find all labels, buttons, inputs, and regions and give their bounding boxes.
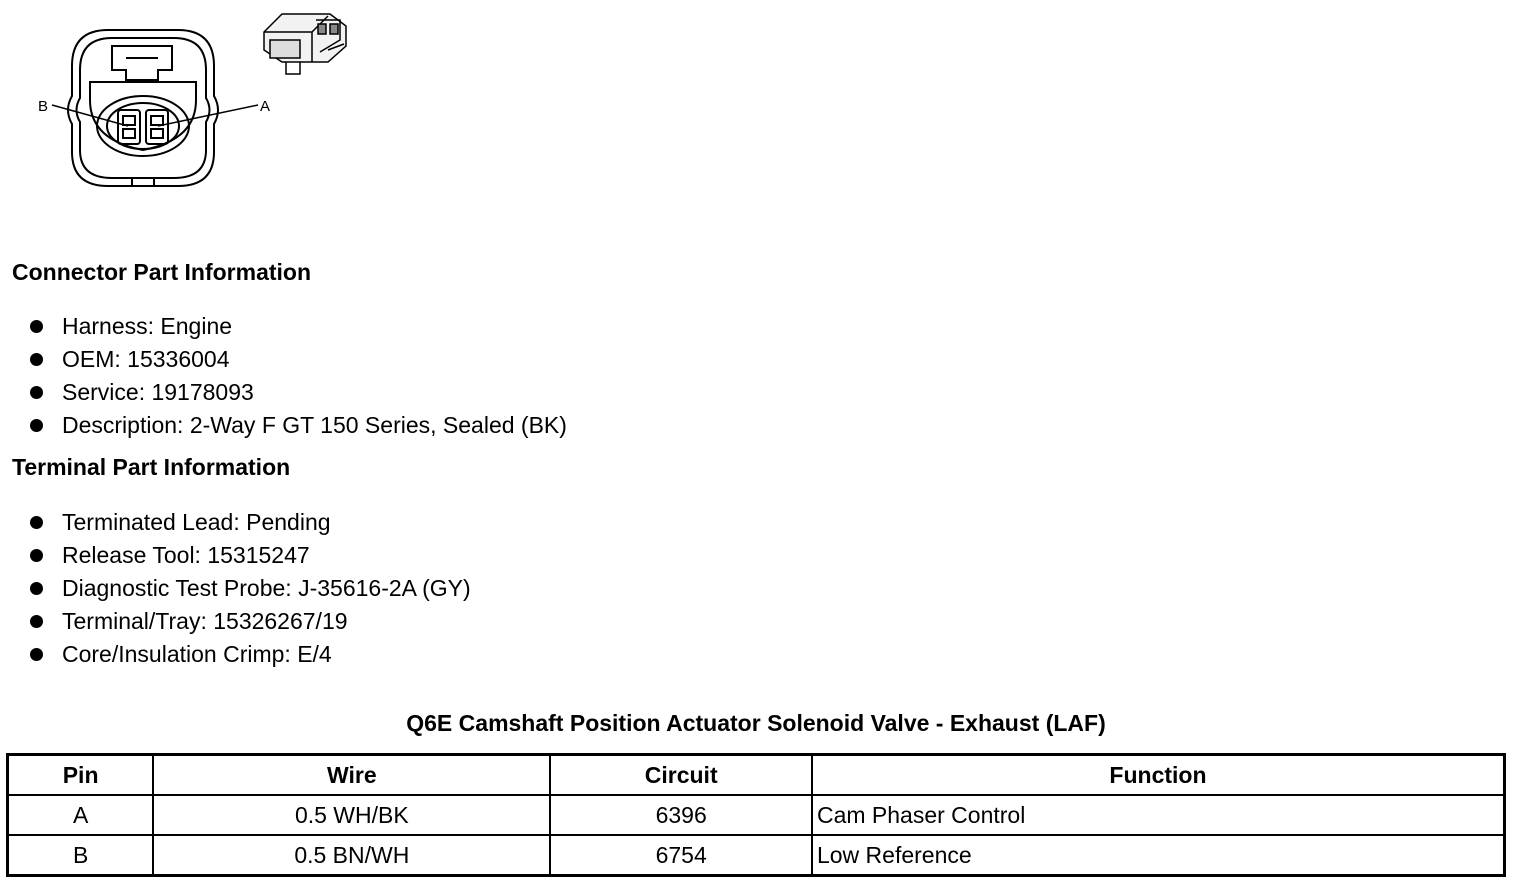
terminal-info-item xyxy=(28,638,471,671)
connector-info-list xyxy=(28,310,567,442)
pin-cell: A xyxy=(8,795,154,835)
bullet-icon xyxy=(30,648,43,661)
table-header-row xyxy=(8,755,1505,796)
connector-info-item xyxy=(28,310,567,343)
connector-diagram xyxy=(0,0,380,200)
pin-b-label: B xyxy=(38,98,49,115)
bullet-icon xyxy=(30,353,43,366)
bullet-icon xyxy=(30,615,43,628)
bullet-icon xyxy=(30,549,43,562)
connector-info-item xyxy=(28,409,567,442)
terminal-info-item xyxy=(28,572,471,605)
table-row xyxy=(8,795,1505,835)
connector-info-text: OEM: 15336004 xyxy=(62,346,230,372)
connector-info-text: Harness: Engine xyxy=(62,313,233,339)
connector-info-item xyxy=(28,343,567,376)
terminal-info-heading: Terminal Part Information xyxy=(12,454,291,480)
terminal-info-text: Core/Insulation Crimp: E/4 xyxy=(62,641,332,667)
terminal-info-text: Diagnostic Test Probe: J-35616-2A (GY) xyxy=(62,575,471,601)
table-row xyxy=(8,835,1505,876)
column-header-wire: Wire xyxy=(153,755,550,796)
circuit-cell: 6396 xyxy=(550,795,812,835)
connector-latch xyxy=(112,46,172,80)
connector-3d-thumbnail xyxy=(264,14,346,74)
pin-a-label: A xyxy=(260,98,271,115)
connector-info-heading: Connector Part Information xyxy=(12,259,312,285)
terminal-info-item xyxy=(28,605,471,638)
terminal-info-item xyxy=(28,539,471,572)
pin-a-leader xyxy=(158,105,258,126)
function-cell: Cam Phaser Control xyxy=(812,795,1505,835)
circuit-cell: 6754 xyxy=(550,835,812,876)
connector-info-text: Description: 2-Way F GT 150 Series, Sealed (BK) xyxy=(62,412,567,438)
terminal-info-text: Release Tool: 15315247 xyxy=(62,542,310,568)
connector-info-text: Service: 19178093 xyxy=(62,379,254,405)
bullet-icon xyxy=(30,386,43,399)
terminal-info-list xyxy=(28,506,471,671)
terminal-info-text: Terminal/Tray: 15326267/19 xyxy=(62,608,348,634)
column-header-function: Function xyxy=(812,755,1505,796)
wire-cell: 0.5 BN/WH xyxy=(153,835,550,876)
bullet-icon xyxy=(30,516,43,529)
wire-cell: 0.5 WH/BK xyxy=(153,795,550,835)
function-cell: Low Reference xyxy=(812,835,1505,876)
column-header-circuit: Circuit xyxy=(550,755,812,796)
connector-info-item xyxy=(28,376,567,409)
bullet-icon xyxy=(30,419,43,432)
pinout-table-title: Q6E Camshaft Position Actuator Solenoid Valve - Exhaust (LAF) xyxy=(406,710,1106,736)
bullet-icon xyxy=(30,582,43,595)
bullet-icon xyxy=(30,320,43,333)
terminal-info-text: Terminated Lead: Pending xyxy=(62,509,331,535)
pin-cell: B xyxy=(8,835,154,876)
column-header-pin: Pin xyxy=(8,755,154,796)
terminal-info-item xyxy=(28,506,471,539)
pinout-table xyxy=(6,753,1506,877)
